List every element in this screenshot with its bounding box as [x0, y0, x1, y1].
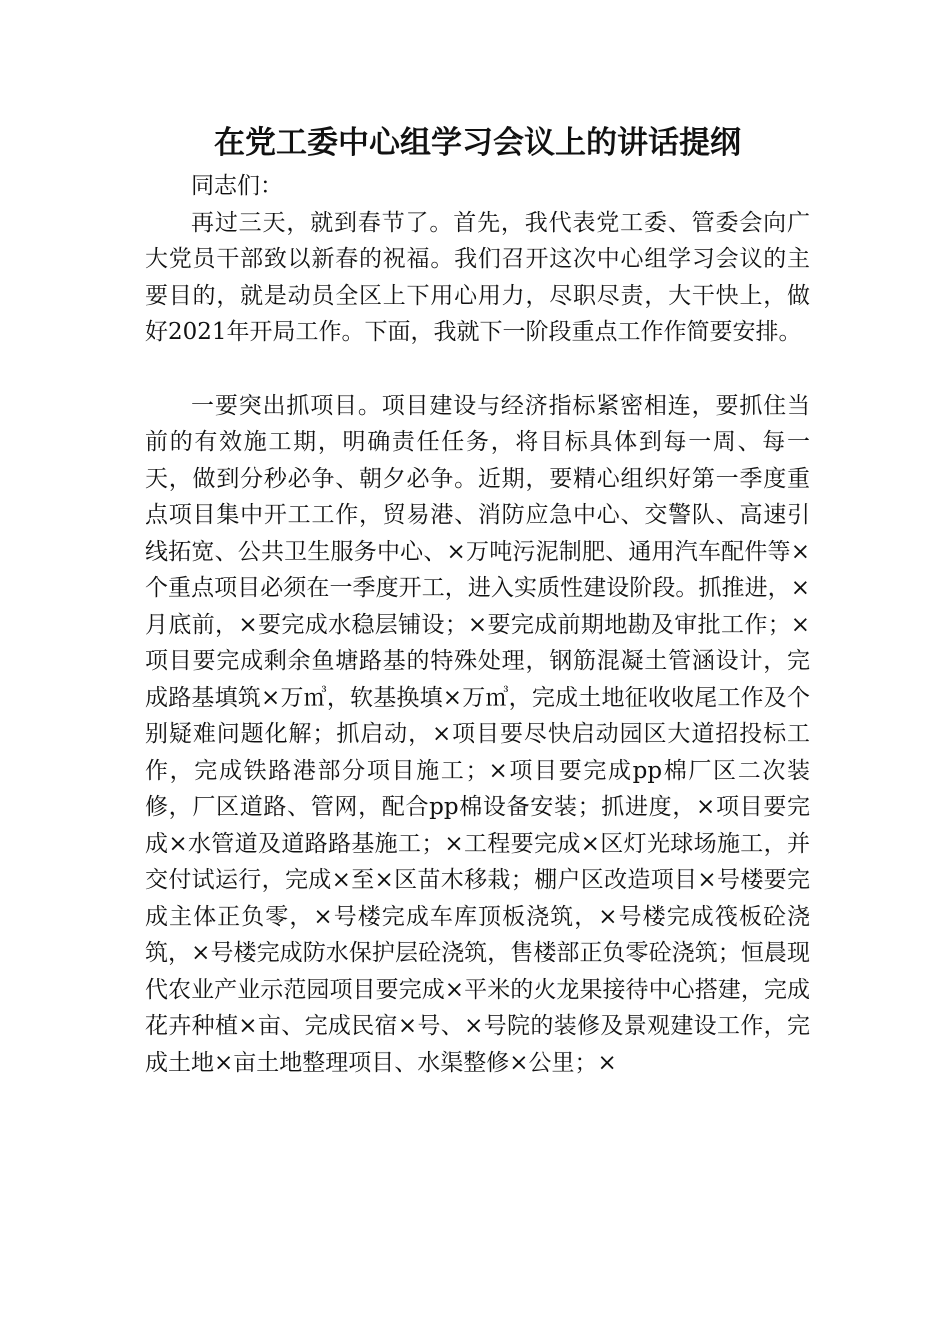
paragraph-intro: 再过三天，就到春节了。首先，我代表党工委、管委会向广大党员干部致以新春的祝福。我们召开这次中心组学习会议的主要目的，就是动员全区上下用心用力，尽职尽责，大干快上，做好2021年开局工作。下面，我就下一阶段重点工作作简要安排。	[145, 209, 810, 345]
paragraph-gap	[145, 351, 810, 388]
document-title: 在党工委中心组学习会议上的讲话提纲	[214, 125, 741, 161]
document-page	[145, 118, 810, 1081]
paragraph-projects: 一要突出抓项目。项目建设与经济指标紧密相连，要抓住当前的有效施工期，明确责任任务，将目标具体到每一周、每一天，做到分秒必争、朝夕必争。近期，要精心组织好第一季度重点项目集中开工工作，贸易港、消防应急中心、交警队、高速引线拓宽、公共卫生服务中心、×万吨污泥制肥、通用汽车配件等×个重点项目必须在一季度开工，进入实质性建设阶段。抓推进，×月底前，×要完成水稳层铺设；×要完成前期地勘及审批工作；×项目要完成剩余鱼塘路基的特殊处理，钢筋混凝土管涵设计，完成路基填筑×万㎥，软基换填×万㎥，完成土地征收收尾工作及个别疑难问题化解；抓启动，×项目要尽快启动园区大道招投标工作，完成铁路港部分项目施工；×项目要完成pp棉厂区二次装修，厂区道路、管网，配合pp棉设备安装；抓进度，×项目要完成×水管道及道路路基施工；×工程要完成×区灯光球场施工，并交付试运行，完成×至×区苗木移栽；棚户区改造项目×号楼要完成主体正负零，×号楼完成车库顶板浇筑，×号楼完成筏板砼浇筑，×号楼完成防水保护层砼浇筑，售楼部正负零砼浇筑；恒晨现代农业产业示范园项目要完成×平米的火龙果接待中心搭建，完成花卉种植×亩、完成民宿×号、×号院的装修及景观建设工作，完成土地×亩土地整理项目、水渠整修×公里；×	[145, 392, 810, 1076]
salutation: 同志们：	[191, 173, 283, 199]
